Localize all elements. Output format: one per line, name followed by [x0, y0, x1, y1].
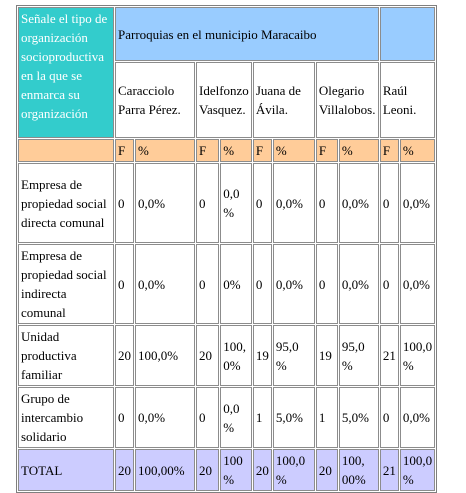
total-cell: 100,0 %	[273, 449, 315, 491]
table-row	[18, 387, 435, 448]
organization-table-container	[16, 5, 437, 493]
table-cell: 0	[316, 244, 338, 324]
table-cell: 0	[380, 163, 399, 243]
percent-header: %	[400, 139, 435, 162]
total-row	[18, 449, 435, 491]
table-cell: 0	[380, 244, 399, 324]
table-cell: 95,0 %	[273, 325, 315, 386]
table-row	[18, 163, 435, 243]
table-cell: 0	[253, 244, 272, 324]
table-cell: 0,0%	[135, 244, 195, 324]
table-cell: 100, 0%	[220, 325, 252, 386]
table-cell: 0	[316, 163, 338, 243]
frequency-header: F	[316, 139, 338, 162]
table-cell: 0,0 %	[220, 387, 252, 448]
parish-header: Caracciolo Parra Pérez.	[115, 62, 195, 138]
table-cell: 0	[196, 387, 219, 448]
parish-header: Olegario Villalobos.	[316, 62, 379, 138]
table-cell: 0	[380, 387, 399, 448]
table-cell: 0,0%	[339, 244, 379, 324]
total-cell: 20	[316, 449, 338, 491]
row-label: Empresa de propiedad social indirecta comunal	[18, 244, 114, 324]
parish-header: Juana de Ávila.	[253, 62, 315, 138]
row-label: Unidad productiva familiar	[18, 325, 114, 386]
total-cell: 100,00%	[135, 449, 195, 491]
table-cell: 1	[316, 387, 338, 448]
subheader-blank	[18, 139, 114, 162]
table-cell: 1	[253, 387, 272, 448]
table-cell: 0	[196, 244, 219, 324]
header-row-group	[18, 7, 435, 61]
frequency-header: F	[380, 139, 399, 162]
total-cell: 20	[196, 449, 219, 491]
percent-header: %	[135, 139, 195, 162]
total-cell: 100, 00%	[339, 449, 379, 491]
table-cell: 0%	[220, 244, 252, 324]
table-cell: 0,0%	[400, 163, 435, 243]
table-cell: 0	[115, 387, 134, 448]
table-cell: 0,0%	[400, 387, 435, 448]
organization-table	[16, 5, 437, 493]
row-label: Grupo de intercambio solidario	[18, 387, 114, 448]
frequency-header: F	[196, 139, 219, 162]
table-cell: 5,0%	[339, 387, 379, 448]
parish-group-header-extra	[380, 7, 435, 61]
total-cell: 20	[253, 449, 272, 491]
table-cell: 100,0 %	[400, 325, 435, 386]
table-cell: 19	[253, 325, 272, 386]
table-cell: 0,0%	[273, 244, 315, 324]
table-row	[18, 244, 435, 324]
percent-header: %	[220, 139, 252, 162]
org-type-header: Señale el tipo de organización socioproductiva en la que se enmarca su organización	[18, 7, 114, 138]
table-cell: 0	[253, 163, 272, 243]
table-cell: 95,0 %	[339, 325, 379, 386]
table-cell: 19	[316, 325, 338, 386]
frequency-header: F	[253, 139, 272, 162]
parish-header: Raúl Leoni.	[380, 62, 435, 138]
table-cell: 0	[196, 163, 219, 243]
row-label: Empresa de propiedad social directa comunal	[18, 163, 114, 243]
table-cell: 0,0%	[339, 163, 379, 243]
table-cell: 100,0%	[135, 325, 195, 386]
table-cell: 20	[196, 325, 219, 386]
table-row	[18, 325, 435, 386]
table-cell: 0,0 %	[220, 163, 252, 243]
table-cell: 0,0%	[135, 387, 195, 448]
percent-header: %	[339, 139, 379, 162]
table-cell: 20	[115, 325, 134, 386]
total-cell: 100 %	[220, 449, 252, 491]
table-cell: 0,0%	[273, 163, 315, 243]
total-cell: 20	[115, 449, 134, 491]
table-cell: 21	[380, 325, 399, 386]
table-cell: 0,0%	[135, 163, 195, 243]
total-cell: 21	[380, 449, 399, 491]
parish-header: Idelfonzo Vasquez.	[196, 62, 252, 138]
frequency-header: F	[115, 139, 134, 162]
table-cell: 0,0%	[400, 244, 435, 324]
subheader-row	[18, 139, 435, 162]
total-cell: 100,0 %	[400, 449, 435, 491]
table-cell: 0	[115, 163, 134, 243]
table-cell: 5,0%	[273, 387, 315, 448]
percent-header: %	[273, 139, 315, 162]
total-label: TOTAL	[18, 449, 114, 491]
parish-group-header: Parroquias en el municipio Maracaibo	[115, 7, 379, 61]
table-cell: 0	[115, 244, 134, 324]
